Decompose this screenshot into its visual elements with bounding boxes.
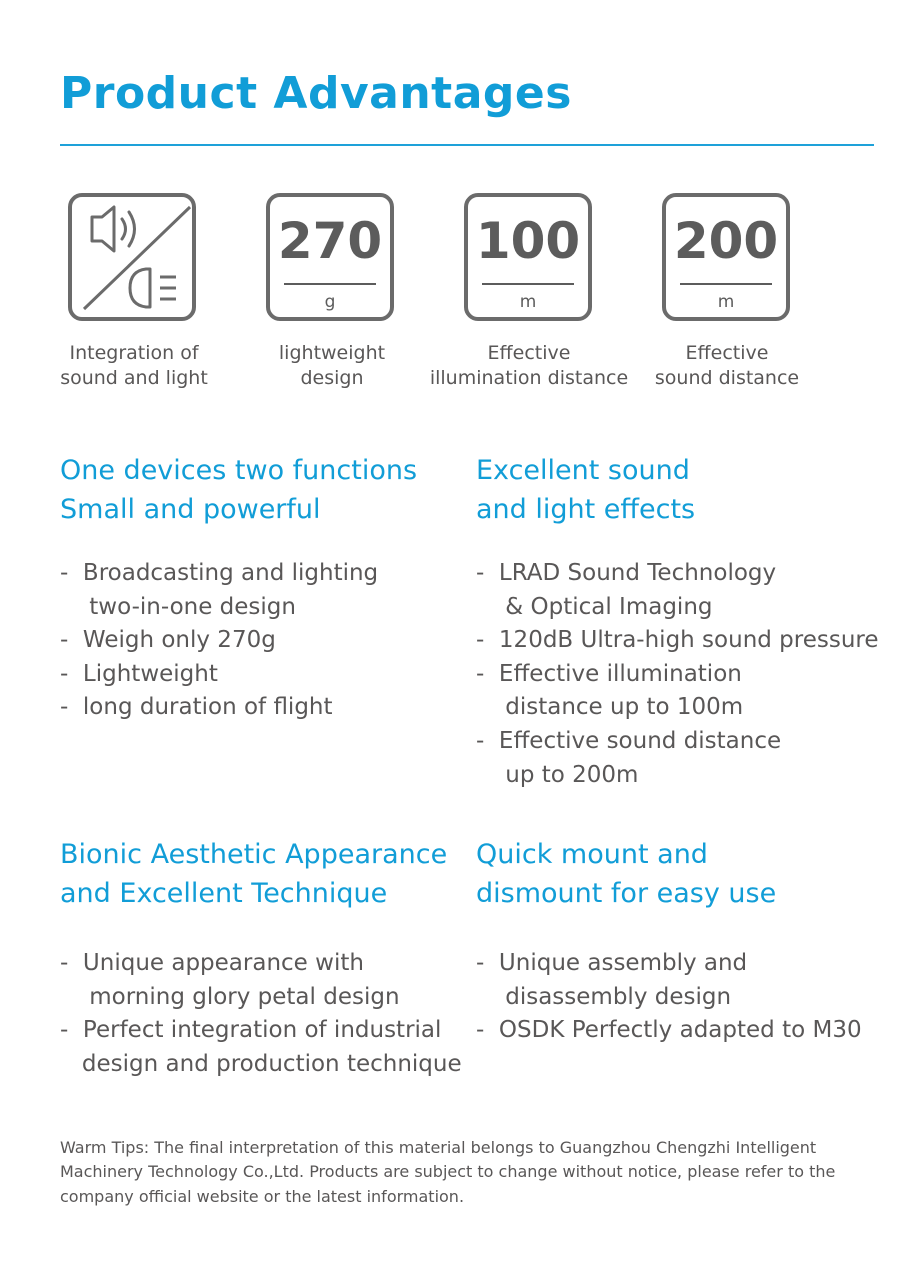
list-item: - Unique appearance with [60, 950, 364, 976]
feature-list-bionic [60, 947, 462, 1081]
feature-title-two-functions: One devices two functions Small and powerful [60, 455, 418, 525]
list-item: design and production technique [60, 1050, 462, 1077]
list-item: - Lightweight [60, 660, 218, 687]
page-title: Product Advantages [60, 68, 572, 119]
sound-distance-tile [662, 193, 790, 321]
weight-caption: lightweight design [278, 342, 386, 389]
list-item: disassembly design [476, 983, 732, 1010]
sound-light-icon [72, 197, 192, 317]
tile-divider [680, 283, 772, 285]
feature-list-sound-light [476, 557, 879, 792]
footer-warm-tips: Warm Tips: The final interpretation of this material belongs to Guangzhou Chengzhi Intelligent Machinery Technology Co.,Ltd. Products are subject to change without notice, please refer to the company official website or the latest information. [60, 1138, 836, 1206]
list-item: up to 200m [476, 761, 639, 788]
weight-tile [266, 193, 394, 321]
weight-value: 270 [277, 212, 383, 270]
list-item: - Effective sound distance [476, 727, 782, 754]
illumination-caption: Effective illumination distance [429, 342, 629, 389]
illumination-unit: m [519, 292, 537, 312]
list-item: two-in-one design [60, 593, 296, 620]
sound-distance-value: 200 [673, 212, 779, 270]
list-item: morning glory petal design [60, 983, 400, 1010]
illumination-tile [464, 193, 592, 321]
list-item: - Effective illumination [476, 660, 742, 687]
list-item: - OSDK Perfectly adapted to M30 [476, 1017, 862, 1044]
list-item: - Weigh only 270g [60, 627, 276, 654]
list-item: - long duration of flight [60, 694, 333, 721]
illumination-value: 100 [475, 212, 581, 270]
list-item: & Optical Imaging [476, 593, 713, 620]
feature-title-bionic: Bionic Aesthetic Appearance and Excellent Technique [60, 839, 448, 909]
sound-distance-unit: m [717, 292, 735, 312]
feature-list-quick-mount [476, 947, 862, 1048]
list-item: distance up to 100m [476, 694, 744, 721]
list-item: - LRAD Sound Technology [476, 560, 777, 586]
feature-title-sound-light: Excellent sound and light effects [476, 455, 696, 525]
sound-light-caption: Integration of sound and light [60, 342, 208, 389]
tile-divider [482, 283, 574, 285]
sound-light-tile [68, 193, 196, 321]
list-item: - Unique assembly and [476, 950, 748, 976]
tile-divider [284, 283, 376, 285]
sound-distance-caption: Effective sound distance [654, 342, 800, 389]
weight-unit: g [324, 292, 336, 312]
feature-title-quick-mount: Quick mount and dismount for easy use [476, 839, 777, 909]
list-item: - Perfect integration of industrial [60, 1017, 442, 1044]
title-divider [60, 144, 874, 146]
list-item: - Broadcasting and lighting [60, 560, 379, 586]
list-item: - 120dB Ultra-high sound pressure [476, 627, 879, 654]
feature-list-two-functions [60, 557, 378, 725]
